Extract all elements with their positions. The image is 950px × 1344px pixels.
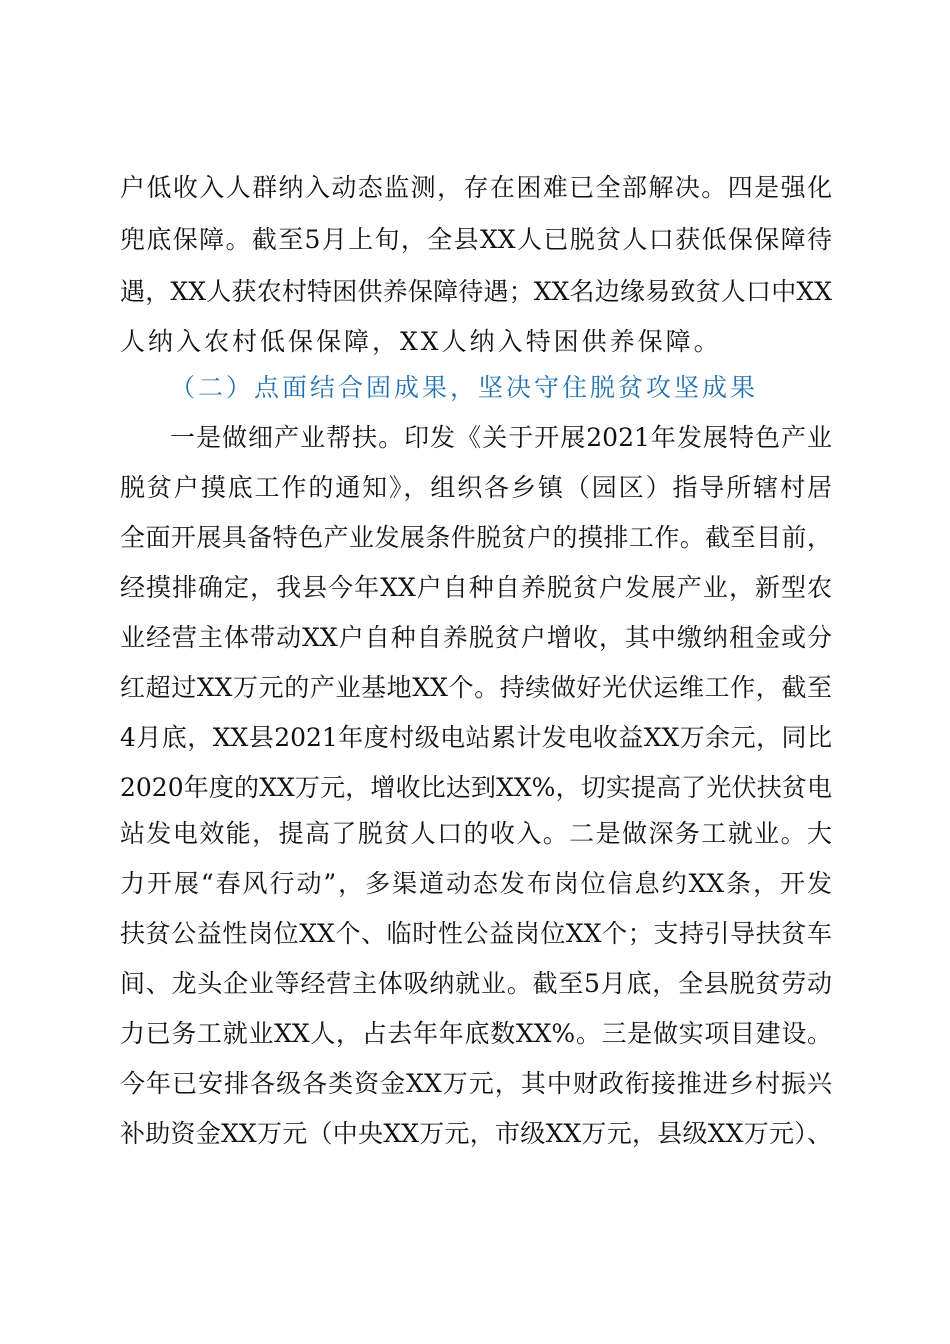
text-line: 力已务工就业XX人，占去年年底数XX%。三是做实项目建设。 xyxy=(120,1019,832,1048)
text-line: 业经营主体带动XX户自种自养脱贫户增收，其中缴纳租金或分 xyxy=(120,623,832,652)
text-line: 力开展“春风行动”，多渠道动态发布岗位信息约XX条，开发 xyxy=(120,869,832,898)
section-heading: （二）点面结合固成果，坚决守住脱贫攻坚成果 xyxy=(170,373,759,402)
text-line: 脱贫户摸底工作的通知》，组织各乡镇（园区）指导所辖村居 xyxy=(120,473,832,502)
text-line: 兜底保障。截至5月上旬，全县XX人已脱贫人口获低保保障待 xyxy=(120,225,832,254)
text-line: 一是做细产业帮扶。印发《关于开展2021年发展特色产业 xyxy=(170,423,832,452)
text-line: 经摸排确定，我县今年XX户自种自养脱贫户发展产业，新型农 xyxy=(120,573,832,602)
text-line: 扶贫公益性岗位XX个、临时性公益岗位XX个；支持引导扶贫车 xyxy=(120,919,832,948)
text-line: 4月底，XX县2021年度村级电站累计发电收益XX万余元，同比 xyxy=(120,723,832,752)
text-line: 红超过XX万元的产业基地XX个。持续做好光伏运维工作，截至 xyxy=(120,673,832,702)
text-line: 全面开展具备特色产业发展条件脱贫户的摸排工作。截至目前， xyxy=(120,523,832,552)
text-line: 站发电效能，提高了脱贫人口的收入。二是做深务工就业。大 xyxy=(120,819,832,848)
text-line: 补助资金XX万元（中央XX万元，市级XX万元，县级XX万元）、 xyxy=(120,1119,832,1148)
text-line: 今年已安排各级各类资金XX万元，其中财政衔接推进乡村振兴 xyxy=(120,1069,832,1098)
text-line: 人纳入农村低保保障，XX人纳入特困供养保障。 xyxy=(120,327,722,356)
text-line: 间、龙头企业等经营主体吸纳就业。截至5月底，全县脱贫劳动 xyxy=(120,969,832,998)
text-line: 2020年度的XX万元，增收比达到XX%，切实提高了光伏扶贫电 xyxy=(120,773,832,802)
text-line: 遇，XX人获农村特困供养保障待遇；XX名边缘易致贫人口中XX xyxy=(120,277,832,306)
text-line: 户低收入人群纳入动态监测，存在困难已全部解决。四是强化 xyxy=(120,173,832,202)
